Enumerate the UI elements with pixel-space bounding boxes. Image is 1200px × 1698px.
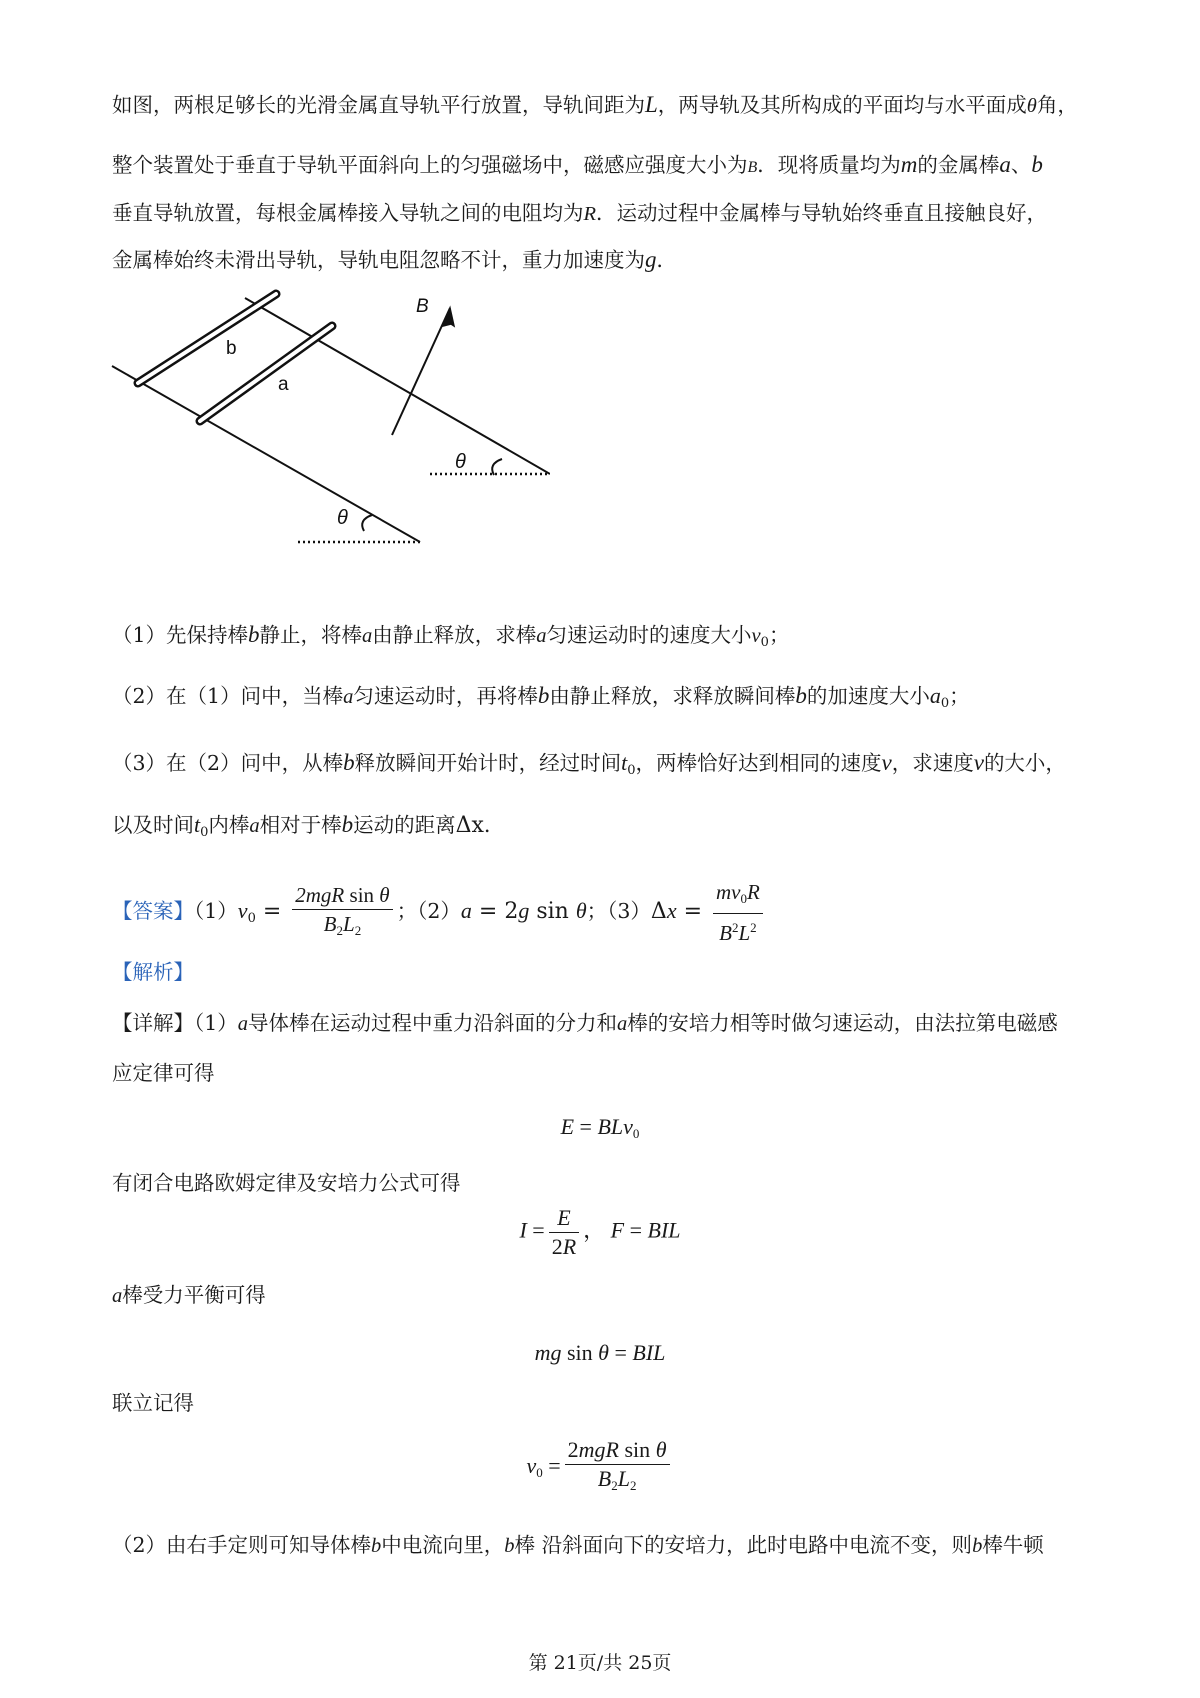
rod-a	[200, 326, 332, 421]
question-1: （1）先保持棒b静止，将棒a由静止释放，求棒a匀速运动时的速度大小$v_0$；	[112, 622, 790, 650]
rod-a-label: a	[278, 374, 289, 395]
equation-balance: mg sin θ = BIL	[534, 1340, 666, 1365]
intro-line-2: 整个装置处于垂直于导轨平面斜向上的匀强磁场中，磁感应强度大小为B．现将质量均为m的金属棒a、b	[112, 152, 1043, 177]
incline-rails-figure	[110, 288, 550, 588]
detail-line-2: 应定律可得	[112, 1061, 215, 1085]
detail-line-3: 有闭合电路欧姆定律及安培力公式可得	[112, 1171, 461, 1195]
rod-b	[138, 294, 276, 383]
question-3-line-2: 以及时间$t_0$内棒a相对于棒b运动的距离Δx．	[112, 812, 505, 840]
page-footer: 第 21页/共 25页	[528, 1652, 672, 1674]
angle-label-upper: θ	[455, 451, 466, 473]
equation-emf: E = BLv$_0$	[560, 1114, 640, 1141]
angle-label-lower: θ	[337, 507, 348, 529]
question-2: （2）在（1）问中，当棒a匀速运动时，再将棒b由静止释放，求释放瞬间棒b的加速度大小$a_0$；	[112, 683, 970, 711]
detail-line-4: a棒受力平衡可得	[112, 1283, 266, 1307]
detail-line-6: （2）由右手定则可知导体棒b中电流向里，b棒 沿斜面向下的安培力，此时电路中电流不变，则b棒牛顿	[112, 1533, 1044, 1557]
answer-label: 【答案】	[112, 899, 194, 923]
intro-line-1: 如图，两根足够长的光滑金属直导轨平行放置，导轨间距为L，两导轨及其所构成的平面均与水平面成θ角，	[112, 92, 1078, 117]
equation-current-force: I = $\frac{E}{2R}$ ， F = BIL	[519, 1205, 681, 1259]
intro-line-4: 金属棒始终未滑出导轨，导轨电阻忽略不计，重力加速度为g．	[112, 247, 677, 272]
detail-line-5: 联立记得	[112, 1391, 194, 1415]
intro-line-3: 垂直导轨放置，每根金属棒接入导轨之间的电阻均为R．运动过程中金属棒与导轨始终垂直且接触良好，	[112, 201, 1048, 225]
question-3-line-1: （3）在（2）问中，从棒b释放瞬间开始计时，经过时间$t_0$，两棒恰好达到相同的速度v，求速度v的大小，	[112, 750, 1066, 778]
answer-line: 【答案】$(1)v_0$ = $\frac{\text{2mgR sin θ}}{B_2L_2}$ ；（2）a = 2g sin θ；（3）Δx = $\frac{mv_0R}{B^2L^2}$	[112, 880, 767, 947]
b-field-arrowhead	[443, 308, 454, 326]
detail-line-1: 【详解】（1）a导体棒在运动过程中重力沿斜面的分力和a棒的安培力相等时做匀速运动，由法拉第电磁感	[112, 1011, 1058, 1035]
analysis-label: 【解析】	[112, 960, 194, 984]
equation-v0: $v_0$ = $\frac{\text{2mgR sin θ}}{B_2L_2}$	[0, 1438, 1200, 1498]
b-field-label: B	[416, 296, 429, 317]
rod-b-label: b	[226, 338, 237, 359]
